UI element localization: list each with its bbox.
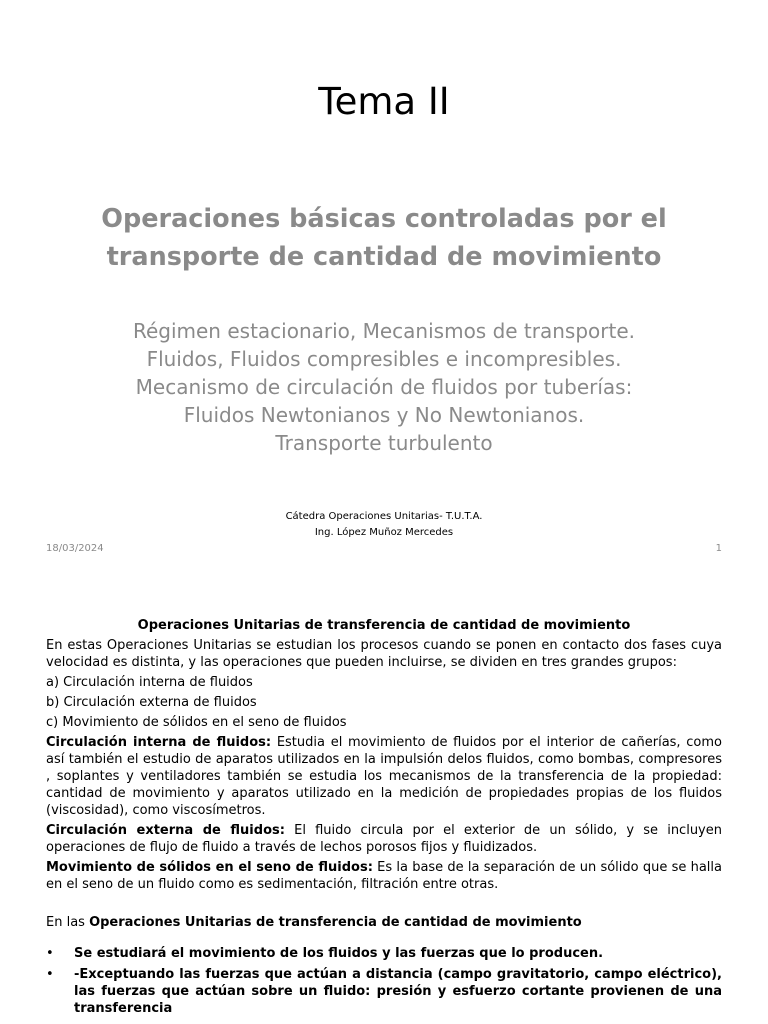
slide-title: Tema II bbox=[318, 80, 450, 123]
slide-number: 1 bbox=[715, 543, 722, 554]
bullet-text: -Exceptuando las fuerzas que actúan a distancia (campo gravitatorio, campo eléctrico), las fuerzas que actúan sobre un fluido: presión y esfuerzo cortante provienen de una transferencia bbox=[74, 967, 722, 1016]
description-line: Fluidos, Fluidos compresibles e incompresibles. bbox=[146, 347, 622, 371]
slide-date: 18/03/2024 bbox=[46, 543, 104, 554]
bullet-list bbox=[46, 945, 722, 1017]
bullet-text: Se estudiará el movimiento de los fluidos y las fuerzas que lo producen. bbox=[74, 946, 604, 961]
group-item-a: a) Circulación interna de fluidos bbox=[46, 675, 253, 690]
group-item-b: b) Circulación externa de fluidos bbox=[46, 695, 257, 710]
group-item-c: c) Movimiento de sólidos en el seno de fluidos bbox=[46, 715, 347, 730]
slide-subtitle: Operaciones básicas controladas por el transporte de cantidad de movimiento bbox=[101, 204, 667, 272]
section-heading: Operaciones Unitarias de transferencia de cantidad de movimiento bbox=[137, 618, 631, 633]
en-las-paragraph bbox=[46, 914, 722, 931]
interna-paragraph bbox=[46, 734, 722, 819]
bullet-icon: • bbox=[46, 967, 54, 982]
description-line: Transporte turbulento bbox=[275, 431, 493, 455]
intro-paragraph: En estas Operaciones Unitarias se estudian los procesos cuando se ponen en contacto dos fases cuya velocidad es distinta, y las operaciones que pueden incluirse, se dividen en tres grandes grupos: bbox=[46, 638, 722, 670]
author-block bbox=[0, 509, 768, 541]
interna-text: Estudia el movimiento de fluidos por el interior de cañerías, como así también el estudio de aparatos utilizados en la impulsión delos fluidos, como bombas, compresores , soplantes y ventiladores también se estudia los mecanismos de la transferencia de la propiedad: cantidad de movimiento y aparatos utilizado en la medición de propiedades propias de los fluidos (viscosidad), como viscosímetros. bbox=[46, 735, 722, 818]
description-line: Fluidos Newtonianos y No Newtonianos. bbox=[183, 403, 585, 427]
solidos-paragraph bbox=[46, 859, 722, 893]
bullet-icon: • bbox=[46, 946, 54, 961]
description-line: Mecanismo de circulación de fluidos por tuberías: bbox=[135, 375, 633, 399]
bullet-item bbox=[46, 945, 722, 962]
externa-label: Circulación externa de fluidos: bbox=[46, 823, 285, 838]
content-slide bbox=[46, 617, 722, 1021]
solidos-label: Movimiento de sólidos en el seno de fluidos: bbox=[46, 860, 373, 875]
interna-label: Circulación interna de fluidos: bbox=[46, 735, 272, 750]
course-name: Cátedra Operaciones Unitarias- T.U.T.A. bbox=[285, 511, 483, 522]
externa-paragraph bbox=[46, 822, 722, 856]
bullet-item bbox=[46, 966, 722, 1017]
slide-description bbox=[90, 317, 678, 457]
en-las-prefix: En las bbox=[46, 915, 90, 930]
en-las-bold: Operaciones Unitarias de transferencia de cantidad de movimiento bbox=[89, 915, 582, 930]
author-name: Ing. López Muñoz Mercedes bbox=[314, 527, 454, 538]
description-line: Régimen estacionario, Mecanismos de transporte. bbox=[132, 319, 636, 343]
solidos-text: Es la base de la separación de un sólido que se halla en el seno de un fluido como es sedimentación, filtración entre otras. bbox=[46, 860, 722, 892]
externa-text: El fluido circula por el exterior de un sólido, y se incluyen operaciones de flujo de fluido a través de lechos porosos fijos y fluidizados. bbox=[46, 823, 722, 855]
